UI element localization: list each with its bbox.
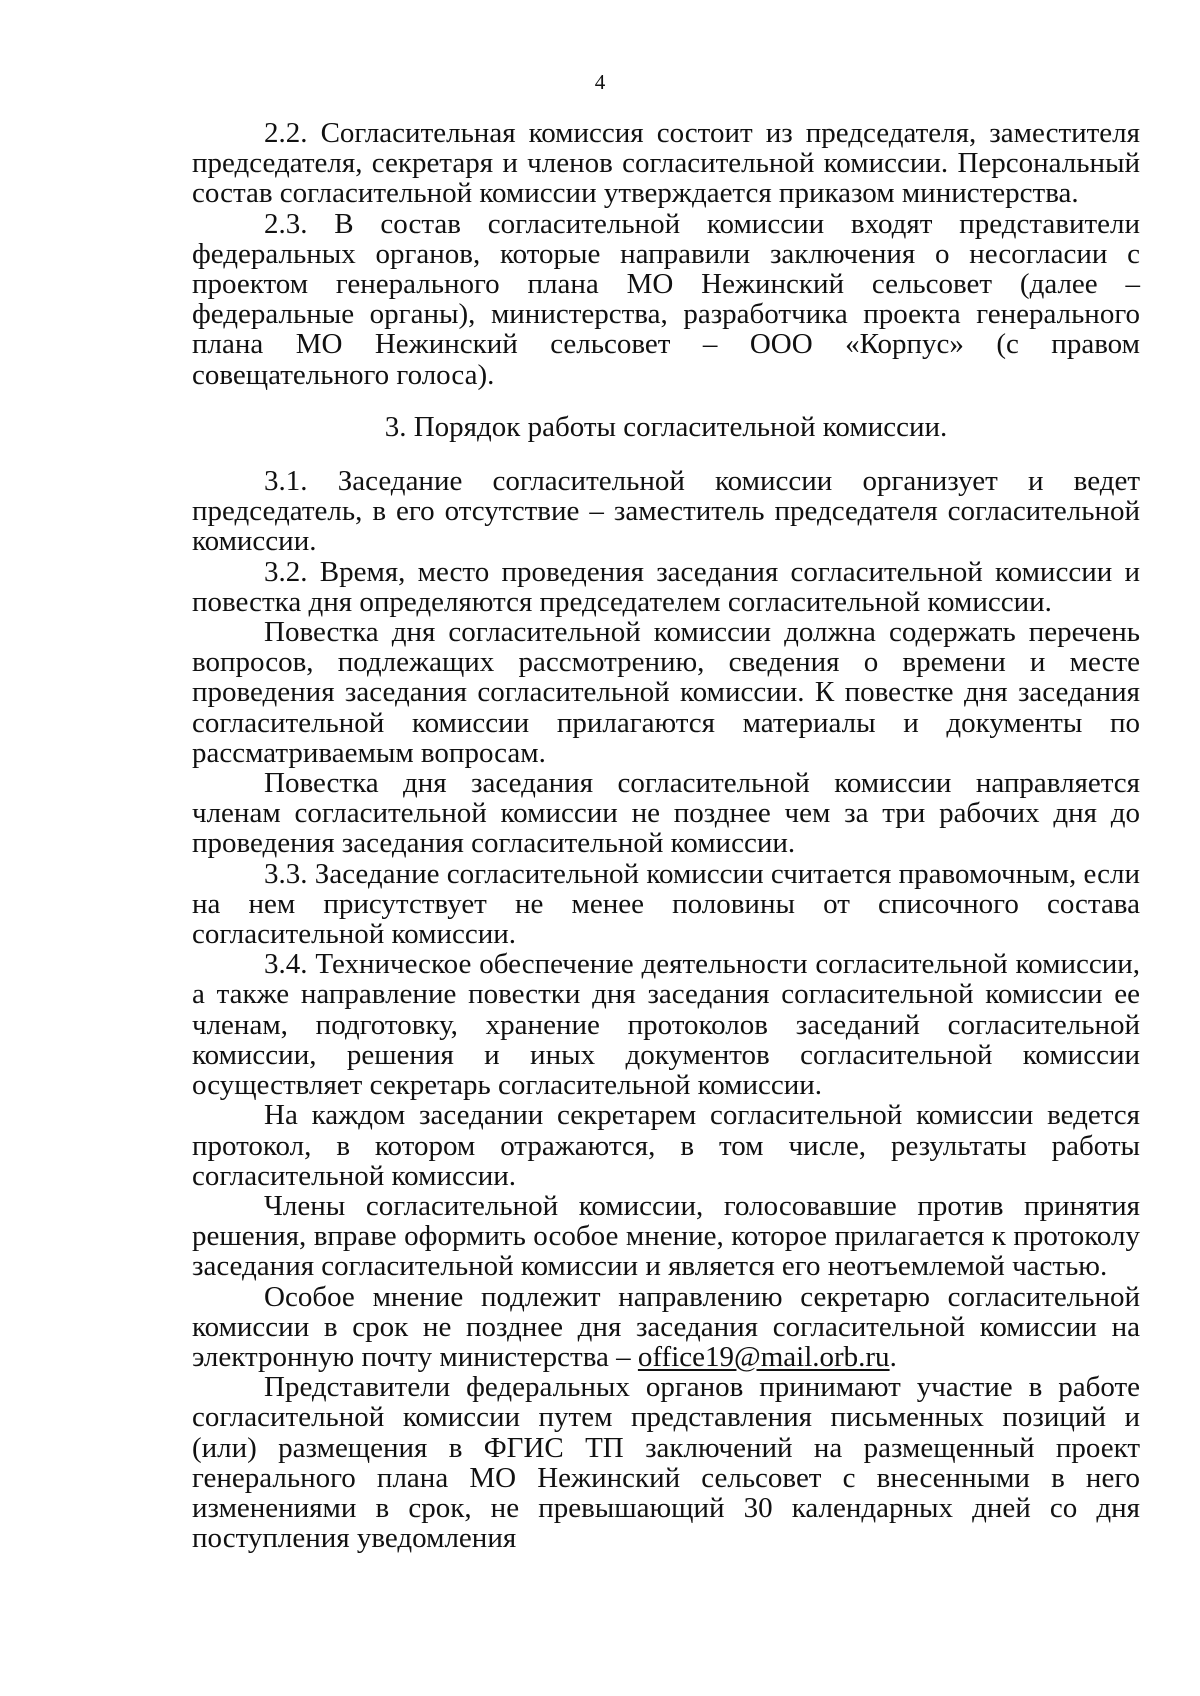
document-body: [192, 118, 1140, 1553]
paragraph-3-1: 3.1. Заседание согласительной комиссии организует и ведет председатель, в его отсутствие – заместитель председателя согласительной комиссии.: [192, 465, 1140, 558]
special-opinion-text: Особое мнение подлежит направлению секретарю согласительной комиссии в срок не позднее дня заседания согласительной комиссии на электронную почту министерства –: [192, 1280, 1140, 1373]
paragraph-3-4: 3.4. Техническое обеспечение деятельности согласительной комиссии, а также направление повестки дня заседания согласительной комиссии ее членам, подготовку, хранение протоколов заседаний согласительной комиссии, решения и иных документов согласительной комиссии осуществляет секретарь согласительной комиссии.: [192, 948, 1140, 1102]
paragraph-3-2: 3.2. Время, место проведения заседания согласительной комиссии и повестка дня определяются председателем согласительной комиссии.: [192, 555, 1140, 618]
special-opinion-end: .: [889, 1340, 897, 1373]
paragraph-2-3: 2.3. В состав согласительной комиссии входят представители федеральных органов, которые направили заключения о несогласии с проектом генерального плана МО Нежинский сельсовет (далее – федеральные органы), министерства, разработчика проекта генерального плана МО Нежинский сельсовет – ООО «Корпус» (с правом совещательного голоса).: [192, 207, 1140, 391]
section-heading: 3. Порядок работы согласительной комиссии.: [384, 410, 948, 443]
paragraph-dissenting-members: Члены согласительной комиссии, голосовавшие против принятия решения, вправе оформить особое мнение, которое прилагается к протоколу заседания согласительной комиссии и является его неотъемлемой частью.: [192, 1189, 1140, 1283]
paragraph-special-opinion: [192, 1282, 1140, 1373]
paragraph-3-3: 3.3. Заседание согласительной комиссии считается правомочным, если на нем присутствует не менее половины от списочного состава согласительной комиссии.: [192, 857, 1140, 951]
paragraph-agenda-content: Повестка дня согласительной комиссии должна содержать перечень вопросов, подлежащих рассмотрению, сведения о времени и месте проведения заседания согласительной комиссии. К повестке дня заседания согласительной комиссии прилагаются материалы и документы по рассматриваемым вопросам.: [192, 616, 1140, 769]
page-number: 4: [594, 70, 606, 94]
paragraph-2-2: 2.2. Согласительная комиссия состоит из председателя, заместителя председателя, секретаря и членов согласительной комиссии. Персональный состав согласительной комиссии утверждается приказом министерства.: [192, 117, 1140, 210]
paragraph-agenda-sending: Повестка дня заседания согласительной комиссии направляется членам согласительной комиссии не позднее чем за три рабочих дня до проведения заседания согласительной комиссии.: [192, 767, 1140, 860]
ministry-email-link[interactable]: office19@mail.orb.ru: [637, 1340, 890, 1373]
paragraph-federal-representatives: Представители федеральных органов принимают участие в работе согласительной комиссии путем представления письменных позиций и (или) размещения в ФГИС ТП заключений на размещенный проект генерального плана МО Нежинский сельсовет с внесенными в него изменениями в срок, не превышающий 30 календарных дней со дня поступления уведомления: [192, 1371, 1140, 1555]
paragraph-protocol: На каждом заседании секретарем согласительной комиссии ведется протокол, в котором отражаются, в том числе, результаты работы согласительной комиссии.: [192, 1099, 1140, 1192]
